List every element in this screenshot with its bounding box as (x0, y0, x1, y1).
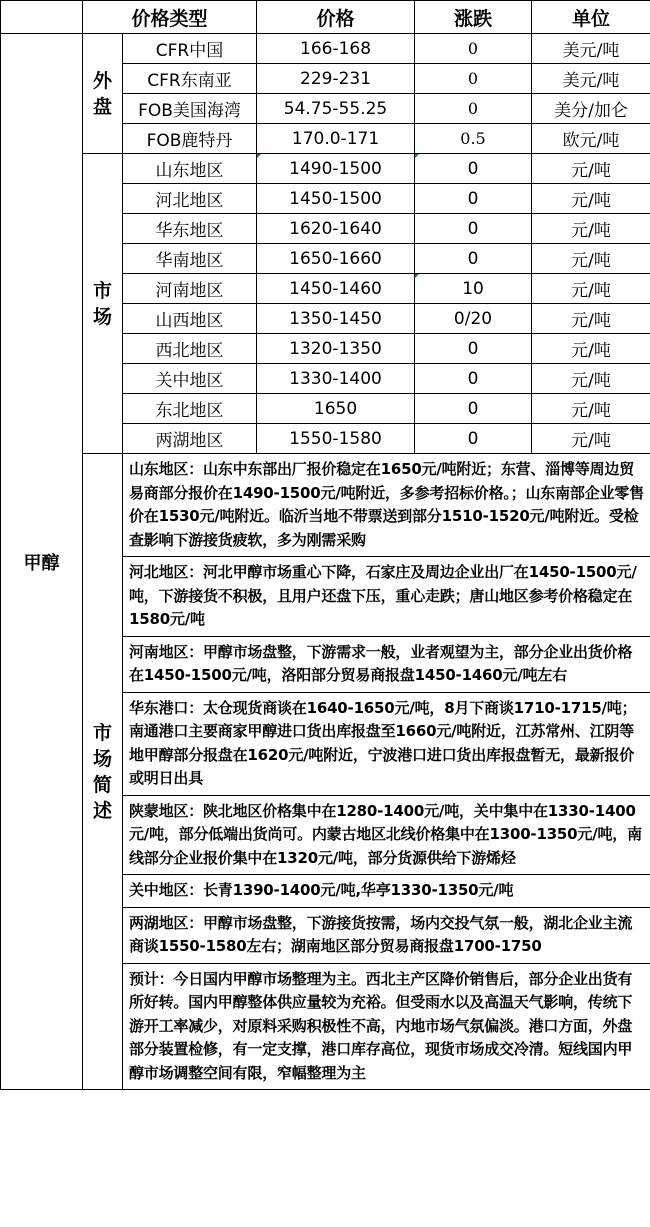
header-empty-cell (1, 1, 83, 34)
region-name: 河北地区 (123, 184, 257, 214)
price-change: 0 (415, 34, 532, 64)
summary-paragraph: 陕蒙地区：陕北地区价格集中在1280-1400元/吨，关中集中在1330-1400元/吨，部分低端出货尚可。内蒙古地区北线价格集中在1300-1350元/吨，南线部分企业报价集中在1320元/吨，部分货源供给下游烯烃 (123, 795, 650, 875)
foreign-market-label: 外盘 (83, 34, 123, 154)
region-name: 山西地区 (123, 304, 257, 334)
region-name: 山东地区 (123, 154, 257, 184)
price-unit: 美元/吨 (532, 64, 650, 94)
summary-paragraph: 预计：今日国内甲醇市场整理为主。西北主产区降价销售后，部分企业出货有所好转。国内甲醇整体供应量较为充裕。但受雨水以及高温天气影响，传统下游开工率减少，对原料采购积极性不高，内地市场气氛偏淡。港口方面，外盘部分装置检修，有一定支撑，港口库存高位，现货市场成交冷清。短线国内甲醇市场调整空间有限，窄幅整理为主 (123, 963, 650, 1090)
price-change: 0 (415, 154, 532, 184)
price-unit: 元/吨 (532, 424, 650, 454)
price-change: 0 (415, 244, 532, 274)
market-summary-label: 市场简述 (83, 454, 123, 1090)
price-type: FOB美国海湾 (123, 94, 257, 124)
summary-paragraph: 河南地区：甲醇市场盘整，下游需求一般，业者观望为主，部分企业出货价格在1450-1500元/吨，洛阳部分贸易商报盘1450-1460元/吨左右 (123, 636, 650, 692)
price-unit: 元/吨 (532, 394, 650, 424)
price-type: FOB鹿特丹 (123, 124, 257, 154)
price-value: 1330-1400 (257, 364, 415, 394)
price-change: 0/20 (415, 304, 532, 334)
price-unit: 元/吨 (532, 304, 650, 334)
product-name: 甲醇 (1, 34, 83, 1090)
price-change: 0 (415, 334, 532, 364)
header-price: 价格 (257, 1, 415, 34)
price-change: 0 (415, 364, 532, 394)
price-value: 166-168 (257, 34, 415, 64)
header-change: 涨跌 (415, 1, 532, 34)
price-value: 1350-1450 (257, 304, 415, 334)
price-change: 0 (415, 214, 532, 244)
price-change: 0 (415, 94, 532, 124)
region-name: 两湖地区 (123, 424, 257, 454)
price-value: 170.0-171 (257, 124, 415, 154)
price-unit: 元/吨 (532, 154, 650, 184)
price-change: 0 (415, 424, 532, 454)
table-row (1, 34, 650, 64)
price-change: 10 (415, 274, 532, 304)
price-unit: 元/吨 (532, 184, 650, 214)
domestic-market-label: 市场 (83, 154, 123, 454)
price-value: 1450-1500 (257, 184, 415, 214)
region-name: 东北地区 (123, 394, 257, 424)
price-value: 1550-1580 (257, 424, 415, 454)
price-unit: 美元/吨 (532, 34, 650, 64)
region-name: 西北地区 (123, 334, 257, 364)
region-name: 河南地区 (123, 274, 257, 304)
price-change: 0.5 (415, 124, 532, 154)
summary-row (1, 454, 650, 557)
price-change: 0 (415, 64, 532, 94)
price-value: 1490-1500 (257, 154, 415, 184)
region-name: 华南地区 (123, 244, 257, 274)
price-unit: 美分/加仑 (532, 94, 650, 124)
price-value: 54.75-55.25 (257, 94, 415, 124)
price-change: 0 (415, 184, 532, 214)
price-unit: 元/吨 (532, 214, 650, 244)
header-row (1, 1, 650, 34)
header-type: 价格类型 (83, 1, 257, 34)
header-unit: 单位 (532, 1, 650, 34)
region-name: 关中地区 (123, 364, 257, 394)
price-type: CFR中国 (123, 34, 257, 64)
region-name: 华东地区 (123, 214, 257, 244)
price-value: 1650-1660 (257, 244, 415, 274)
price-value: 1620-1640 (257, 214, 415, 244)
summary-paragraph: 关中地区：长青1390-1400元/吨,华亭1330-1350元/吨 (123, 875, 650, 908)
price-unit: 欧元/吨 (532, 124, 650, 154)
summary-paragraph: 河北地区：河北甲醇市场重心下降，石家庄及周边企业出厂在1450-1500元/吨，下游接货不积极，且用户还盘下压，重心走跌；唐山地区参考价格稳定在1580元/吨 (123, 557, 650, 637)
price-value: 1450-1460 (257, 274, 415, 304)
summary-paragraph: 两湖地区：甲醇市场盘整，下游接货按需，场内交投气氛一般，湖北企业主流商谈1550-1580左右；湖南地区部分贸易商报盘1700-1750 (123, 907, 650, 963)
price-value: 229-231 (257, 64, 415, 94)
price-value: 1320-1350 (257, 334, 415, 364)
price-change: 0 (415, 394, 532, 424)
table-row (1, 154, 650, 184)
summary-paragraph: 华东港口：太仓现货商谈在1640-1650元/吨，8月下商谈1710-1715/吨；南通港口主要商家甲醇进口货出库报盘至1660元/吨附近，江苏常州、江阴等地甲醇部分报盘在1620元/吨附近，宁波港口进口货出库报盘暂无，最新报价或明日出具 (123, 692, 650, 795)
price-unit: 元/吨 (532, 364, 650, 394)
price-value: 1650 (257, 394, 415, 424)
summary-paragraph: 山东地区：山东中东部出厂报价稳定在1650元/吨附近；东营、淄博等周边贸易商部分报价在1490-1500元/吨附近，多参考招标价格。；山东南部企业零售价在1530元/吨附近。临沂当地不带票送到部分1510-1520元/吨附近。受检查影响下游接货疲软，多为刚需采购 (123, 454, 650, 557)
price-unit: 元/吨 (532, 244, 650, 274)
price-type: CFR东南亚 (123, 64, 257, 94)
price-unit: 元/吨 (532, 274, 650, 304)
price-unit: 元/吨 (532, 334, 650, 364)
